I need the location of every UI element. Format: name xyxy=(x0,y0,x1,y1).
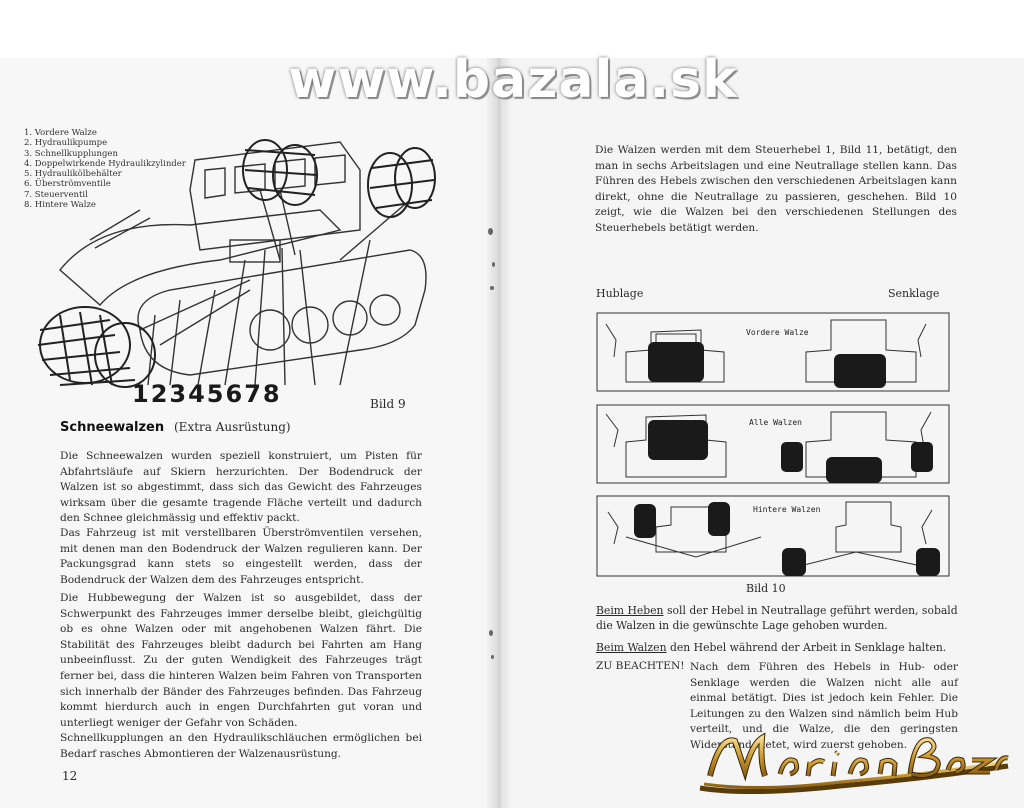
heben-text: soll der Hebel in Neutrallage geführt werden, sobald die Walzen in die gewünschte Lage gehoben wurden. xyxy=(596,604,958,632)
figure-numbers: 12345678 xyxy=(132,380,282,408)
legend-item: 1. Vordere Walze xyxy=(24,128,97,138)
legend-item: 3. Schnellkupplungen xyxy=(24,148,118,159)
walzen-instruction xyxy=(596,640,958,655)
walzen-text: den Hebel während der Arbeit in Senklage halten. xyxy=(666,641,947,654)
figure-caption: Bild 10 xyxy=(746,582,786,595)
note-label: ZU BEACHTEN! xyxy=(596,660,685,672)
senklage-label: Senklage xyxy=(888,287,940,300)
legend-item: 8. Hintere Walze xyxy=(24,200,96,211)
heben-term: Beim Heben xyxy=(596,604,664,617)
panel-label: Hintere Walzen xyxy=(753,505,821,514)
legend-item: 6. Überströmventile xyxy=(24,179,111,190)
hublage-label: Hublage xyxy=(596,287,644,300)
roller-positions-diagram xyxy=(596,312,950,578)
legend-item: 2. Hydraulikpumpe xyxy=(24,138,108,149)
signature-logo xyxy=(690,726,1020,800)
note-text: Nach dem Führen des Hebels in Hub- oder Senklage werden die Walzen nicht alle auf einmal betätigt. Dies ist jedoch kein Fehler. Die Leitungen zu den Walzen sind nämlich beim Hub verteilt, und die Walze, die den geringsten Widerstand bietet, wird zuerst gehoben. xyxy=(690,661,958,751)
book-gutter xyxy=(486,58,512,808)
figure-caption: Bild 9 xyxy=(370,397,406,411)
panel-label: Vordere Walze xyxy=(746,328,809,337)
page-number: 12 xyxy=(62,769,78,783)
vehicle-illustration xyxy=(20,130,440,410)
section-subheading: (Extra Ausrüstung) xyxy=(174,420,291,434)
legend-item: 5. Hydraulikölbehälter xyxy=(24,169,122,180)
body-paragraph: Die Schneewalzen wurden speziell konstruiert, um Pisten für Abfahrtsläufe auf Skiern herzurichten. Der Bodendruck der Walzen ist so abgestimmt, dass sich das Gewicht des Fahrzeuges wirksam über die gesamte tragende Fläche verteilt und dadurch den Schnee gleichmässig und effektiv packt. xyxy=(60,450,422,525)
body-paragraph: Das Fahrzeug ist mit verstellbaren Überströmventilen versehen, mit denen man den Bodendruck der Walzen regulieren kann. Der Packungsgrad kann stets so eingestellt werden, dass der Bodendruck der Walzen dem des Fahrzeuges entspricht. xyxy=(60,527,422,586)
heben-instruction xyxy=(596,603,958,633)
legend-item: 4. Doppelwirkende Hydraulikzylinder xyxy=(24,158,186,169)
section-heading: Schneewalzen xyxy=(60,420,165,435)
legend-item: 7. Steuerventil xyxy=(24,189,88,200)
intro-paragraph: Die Walzen werden mit dem Steuerhebel 1, Bild 11, betätigt, den man in sechs Arbeitslagen und eine Neutrallage stellen kann. Das Führen des Hebels zwischen den verschiedenen Arbeitslagen kann direkt, ohne die Neutrallage zu passieren, geschehen. Bild 10 zeigt, wie die Walzen bei den verschiedenen Stellungen des Steuerhebels betätigt werden. xyxy=(595,144,957,234)
walzen-term: Beim Walzen xyxy=(596,641,667,654)
watermark: www.bazala.sk xyxy=(288,50,738,110)
body-paragraph: Schnellkupplungen an den Hydraulikschläuchen ermöglichen bei Bedarf rasches Abmontieren der Walzenausrüstung. xyxy=(60,732,422,760)
body-paragraph: Die Hubbewegung der Walzen ist so ausgebildet, dass der Schwerpunkt des Fahrzeuges immer derselbe bleibt, gleichgültig ob es ohne Walzen oder mit angehobenen Walzen fährt. Die Stabilität des Fahrzeuges bleibt dadurch bei Fahrten am Hang unbeeinflusst. Zu der guten Wendigkeit des Fahrzeuges trägt ferner bei, dass die hinteren Walzen beim Fahren von Transporten sich innerhalb der Bänder des Fahrzeuges befinden. Das Fahrzeug kommt hierdurch auch in engen Durchfahrten gut voran und unterliegt weniger der Gefahr von Schäden. xyxy=(60,592,422,729)
panel-label: Alle Walzen xyxy=(749,418,802,427)
